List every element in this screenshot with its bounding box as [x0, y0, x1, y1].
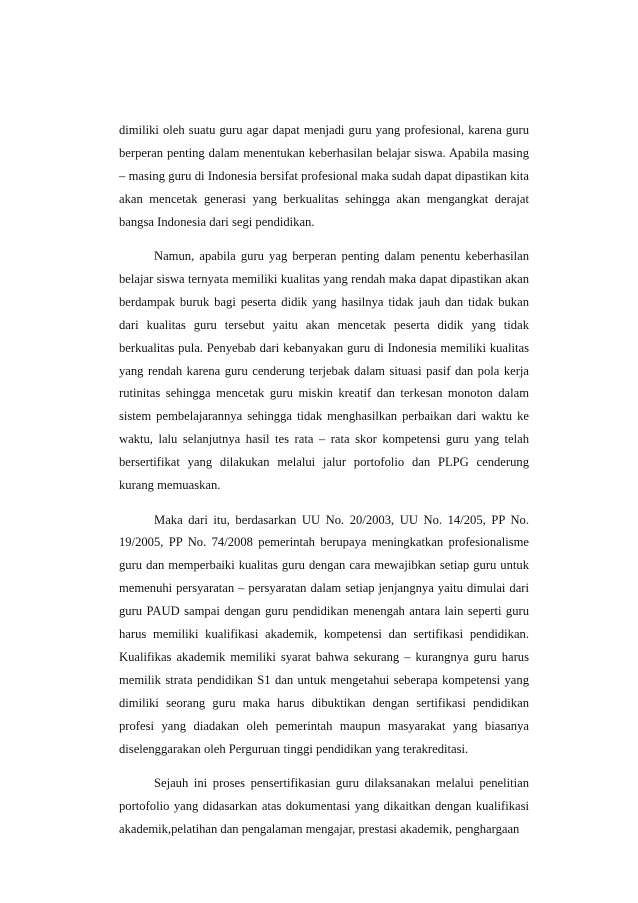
paragraph-2: Namun, apabila guru yag berperan penting dalam penentu keberhasilan belajar siswa ternyata memiliki kualitas yang rendah maka dapat dipastikan akan berdampak buruk bagi peserta didik yang hasilnya tidak jauh dan tidak bukan dari kualitas guru tersebut yaitu akan mencetak peserta didik yang tidak berkualitas pula. Penyebab dari kebanyakan guru di Indonesia memiliki kualitas yang rendah karena guru cenderung terjebak dalam situasi pasif dan pola kerja rutinitas sehingga mencetak guru miskin kreatif dan terkesan monoton dalam sistem pembelajarannya sehingga tidak menghasilkan perbaikan dari waktu ke waktu, lalu selanjutnya hasil tes rata – rata skor kompetensi guru yang telah bersertifikat yang dilakukan melalui jalur portofolio dan PLPG cenderung kurang memuaskan.: [119, 249, 529, 493]
paragraph-3: Maka dari itu, berdasarkan UU No. 20/2003, UU No. 14/205, PP No. 19/2005, PP No. 74/2008 pemerintah berupaya meningkatkan profesionalisme guru dan memperbaiki kualitas guru dengan cara mewajibkan setiap guru untuk memenuhi persyaratan – persyaratan dalam setiap jenjangnya yaitu dimulai dari guru PAUD sampai dengan guru pendidikan menengah antara lain seperti guru harus memiliki kualifikasi akademik, kompetensi dan sertifikasi pendidikan. Kualifikas akademik memiliki syarat bahwa sekurang – kurangnya guru harus memilik strata pendidikan S1 dan untuk mengetahui seberapa kompetensi yang dimiliki seorang guru maka harus dibuktikan dengan sertifikasi pendidikan profesi yang diadakan oleh pemerintah maupun masyarakat yang biasanya diselenggarakan oleh Perguruan tinggi pendidikan yang terakreditasi.: [119, 512, 529, 756]
paragraph-1: dimiliki oleh suatu guru agar dapat menjadi guru yang profesional, karena guru berperan penting dalam menentukan keberhasilan belajar siswa. Apabila masing – masing guru di Indonesia bersifat profesional maka sudah dapat dipastikan kita akan mencetak generasi yang berkualitas sehingga akan mengangkat derajat bangsa Indonesia dari segi pendidikan.: [119, 123, 529, 229]
paragraph-4: Sejauh ini proses pensertifikasian guru dilaksanakan melalui penelitian portofolio yang didasarkan atas dokumentasi yang dikaitkan dengan kualifikasi akademik,pelatihan dan pengalaman mengajar, prestasi akademik, penghargaan: [119, 775, 529, 836]
document-body: [119, 119, 529, 852]
